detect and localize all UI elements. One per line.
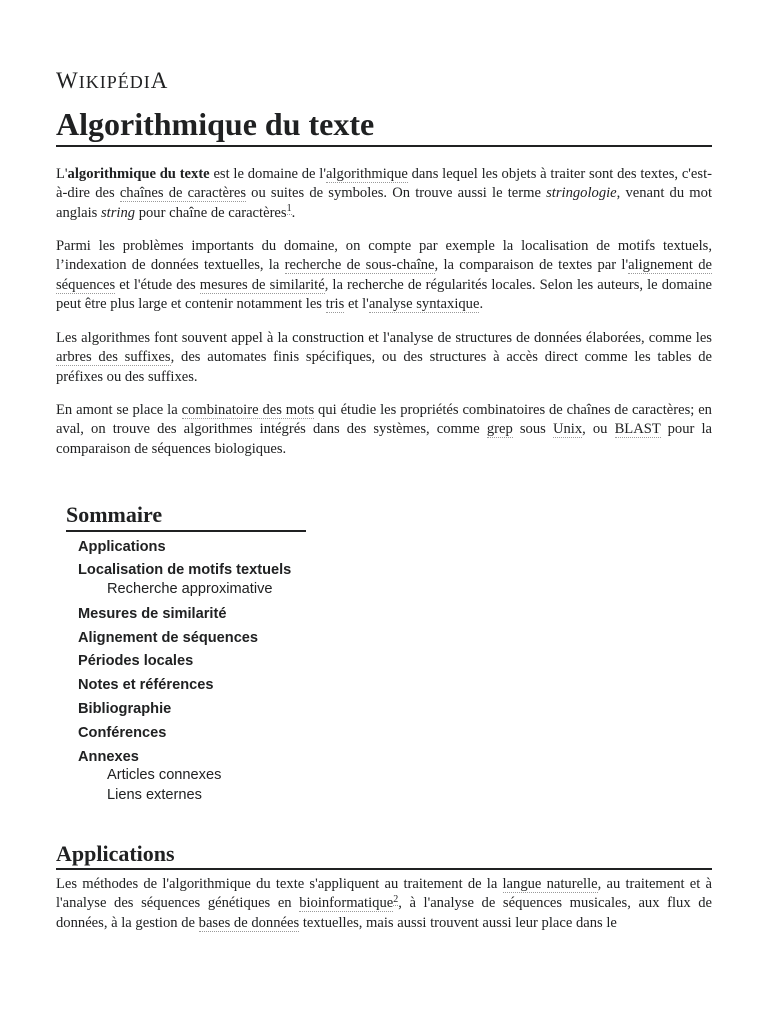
applications-paragraph-1 [56, 875, 712, 933]
toc-item-articles-connexes[interactable]: Articles connexes [107, 767, 222, 783]
text: , la recherche de régularités locales. Selon les auteurs, le domaine peut être plus large et contenir notamment les [56, 276, 712, 313]
link-langue-naturelle[interactable]: langue naturelle [502, 876, 598, 892]
text: pour la comparaison de séquences biologiques. [56, 421, 713, 457]
intro-paragraph-3 [56, 329, 712, 387]
intro-paragraph-2 [56, 237, 712, 315]
text: , à l'analyse de séquences musicales, aux flux de données, à la gestion de [56, 895, 712, 931]
text: Parmi les problèmes importants du domaine, on compte par exemple la localisation de motifs textuels, l’indexation de données textuelles, la [56, 238, 712, 274]
toc-item-conferences[interactable]: Conférences [78, 725, 167, 741]
link-recherche-de-sous-chaine[interactable]: recherche de sous-chaîne [284, 257, 435, 274]
footnote-ref-1[interactable]: 1 [286, 202, 292, 214]
text: dans lequel les objets à traiter sont des textes, c'est-à-dire des [56, 166, 712, 202]
link-tris[interactable]: tris [325, 296, 345, 313]
text: , venant du mot anglais [56, 185, 712, 221]
footnote-ref-2[interactable]: 2 [393, 893, 399, 905]
link-alignement-de-sequences[interactable]: alignement de séquences [56, 257, 712, 293]
toc-item-periodes-locales[interactable]: Périodes locales [78, 653, 194, 669]
intro-paragraph-4 [56, 401, 712, 459]
text: qui étudie les propriétés combinatoires de chaînes de caractères; en aval, on trouve des algorithmes intégrés dans des systèmes, comme [56, 402, 712, 438]
link-bioinformatique[interactable]: bioinformatique [299, 895, 394, 912]
text: est le domaine de l' [209, 166, 326, 182]
toc-item-localisation-motifs[interactable]: Localisation de motifs textuels [78, 562, 292, 578]
text: sous [512, 421, 553, 438]
link-mesures-de-similarite[interactable]: mesures de similarité [199, 276, 325, 293]
intro-paragraph-1 [56, 165, 712, 223]
text: et l'étude des [115, 276, 200, 293]
toc-item-bibliographie[interactable]: Bibliographie [78, 701, 172, 717]
text: . [479, 296, 484, 313]
link-unix[interactable]: Unix [552, 421, 583, 438]
table-of-contents [66, 501, 306, 803]
text: ou suites de symboles. On trouve aussi le terme [246, 185, 547, 202]
text: L' [56, 166, 68, 182]
text: et l' [344, 296, 369, 313]
text: pour chaîne de caractères [135, 204, 287, 221]
link-arbres-des-suffixes[interactable]: arbres des suffixes [56, 349, 171, 366]
toc-item-notes-references[interactable]: Notes et références [78, 677, 214, 693]
italic-term: stringologie [546, 185, 617, 202]
toc-title: Sommaire [66, 501, 306, 532]
text: , au traitement et à l'analyse des séquences génétiques en [56, 876, 712, 912]
wikipedia-logo[interactable]: WIKIPÉDIA [56, 68, 169, 93]
page-title: Algorithmique du texte [56, 104, 712, 147]
link-grep[interactable]: grep [486, 421, 513, 438]
text: . [291, 204, 296, 221]
text: , la comparaison de textes par l' [434, 257, 629, 274]
toc-item-applications[interactable]: Applications [78, 539, 166, 555]
bold-term: algorithmique du texte [67, 166, 210, 182]
toc-item-alignement-sequences[interactable]: Alignement de séquences [78, 630, 259, 646]
link-chaines-de-caracteres[interactable]: chaînes de caractères [119, 185, 246, 202]
text: Les méthodes de l'algorithmique du texte s'appliquent au traitement de la [56, 876, 503, 892]
link-blast[interactable]: BLAST [614, 421, 661, 438]
toc-item-liens-externes[interactable]: Liens externes [107, 787, 202, 803]
section-heading-applications: Applications [56, 840, 712, 870]
text: textuelles, mais aussi trouvent aussi leur place dans le [299, 914, 617, 931]
text: , ou [582, 421, 615, 438]
link-analyse-syntaxique[interactable]: analyse syntaxique [368, 296, 480, 313]
toc-item-annexes[interactable]: Annexes [78, 749, 139, 765]
toc-item-mesures-similarite[interactable]: Mesures de similarité [78, 606, 227, 622]
text: Les algorithmes font souvent appel à la construction et l'analyse de structures de données élaborées, comme les [56, 330, 712, 346]
text: En amont se place la [56, 402, 182, 418]
link-bases-de-donnees[interactable]: bases de données [198, 914, 300, 931]
text: , des automates finis spécifiques, ou des structures à accès direct comme les tables de préfixes ou des suffixes. [56, 349, 712, 385]
link-combinatoire-des-mots[interactable]: combinatoire des mots [181, 402, 315, 418]
italic-term: string [101, 204, 136, 221]
toc-item-recherche-approximative[interactable]: Recherche approximative [107, 581, 273, 597]
link-algorithmique[interactable]: algorithmique [325, 166, 408, 182]
